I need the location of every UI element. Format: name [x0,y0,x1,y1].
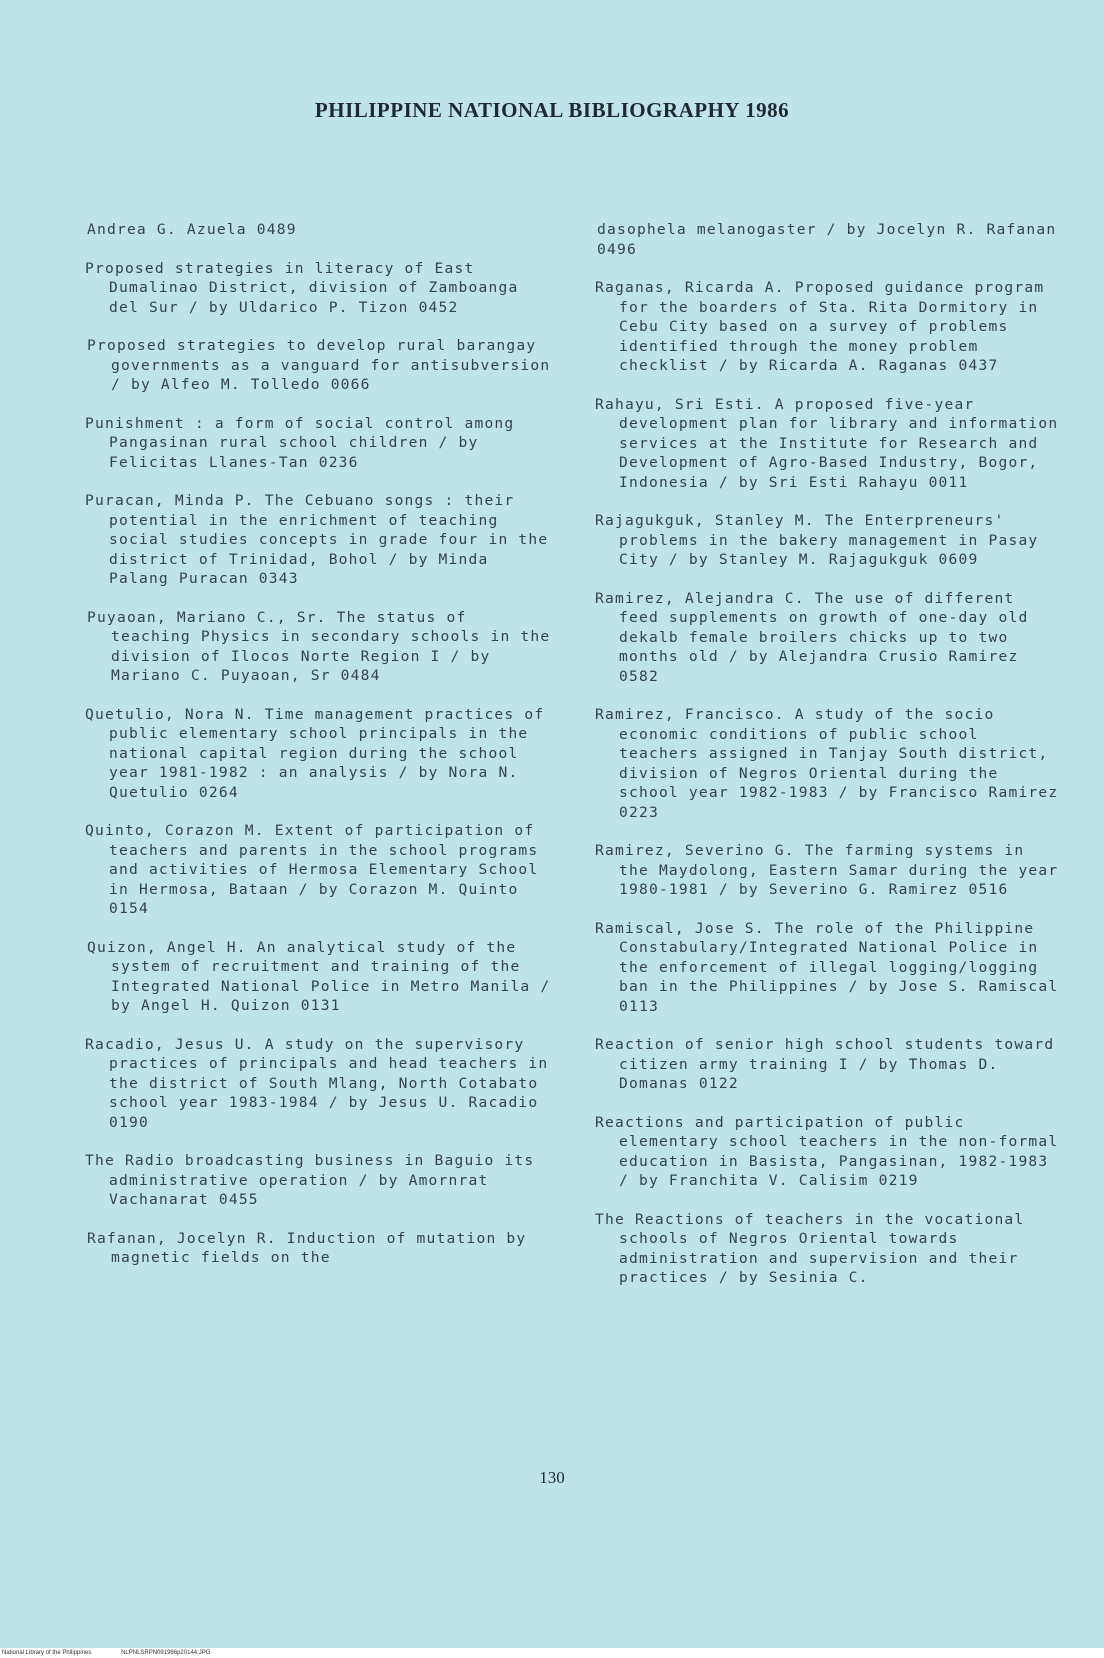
bibliography-entry: Andrea G. Azuela 0489 [87,221,297,238]
page-title: PHILIPPINE NATIONAL BIBLIOGRAPHY 1986 [314,98,790,122]
bibliography-entry: Quizon, Angel H. An analytical study of the system of recruitment and training of the Integrated National Police in Metro Manila / by Angel H. Quizon 0131 [87,938,551,1014]
bibliography-entry: Proposed strategies to develop rural barangay governments as a vanguard for antisubversion / by Alfeo M. Tolledo 0066 [87,337,551,393]
scan-footer [0,1648,1104,1658]
bibliography-entry: Reaction of senior high school students toward citizen army training I / by Thomas D. Domanas 0122 [595,1036,1055,1092]
right-column [595,220,1060,1307]
bibliography-entry: dasophela melanogaster / by Jocelyn R. Rafanan 0496 [597,221,1057,258]
bibliography-entry: Ramirez, Alejandra C. The use of different feed supplements on growth of one-day old dekalb female broilers chicks up to two months old / by Alejandra Crusio Ramirez 0582 [595,589,1029,685]
bibliography-entry: Raganas, Ricarda A. Proposed guidance program for the boarders of Sta. Rita Dormitory in Cebu City based on a survey of problems identified through the money problem checklist / by Ricarda A. Raganas 0437 [595,279,1045,374]
bibliography-entry: Rajagukguk, Stanley M. The Enterpreneurs' problems in the bakery management in Pasay City / by Stanley M. Rajagukguk 0609 [595,512,1039,568]
bibliography-entry: Ramiscal, Jose S. The role of the Philippine Constabulary/Integrated National Police in the enforcement of illegal logging/logging ban in the Philippines / by Jose S. Ramiscal 0113 [595,919,1059,1015]
bibliography-entry: Rahayu, Sri Esti. A proposed five-year development plan for library and information services at the Institute for Research and Development of Agro-Based Industry, Bogor, Indonesia / by Sri Esti Rahayu 0011 [595,395,1059,491]
left-column [85,220,555,1287]
bibliography-entry: The Radio broadcasting business in Baguio its administrative operation / by Amornrat Vachanarat 0455 [85,1152,535,1208]
bibliography-entry: Rafanan, Jocelyn R. Induction of mutation by magnetic fields on the [87,1229,527,1266]
bibliography-entry: Puyaoan, Mariano C., Sr. The status of teaching Physics in secondary schools in the division of Ilocos Norte Region I / by Mariano C. Puyaoan, Sr 0484 [87,608,551,684]
library-credit: National Library of the Philippines [2,1650,92,1656]
bibliography-entry: The Reactions of teachers in the vocational schools of Negros Oriental towards administration and supervision and their practices / by Sesinia C. [595,1210,1025,1286]
bibliography-entry: Racadio, Jesus U. A study on the supervisory practices of principals and head teachers in the district of South Mlang, North Cotabato school year 1983-1984 / by Jesus U. Racadio 0190 [85,1035,549,1131]
file-id: NLPNLSRPN091986p20144.JPG [121,1650,211,1656]
bibliography-entry: Ramirez, Francisco. A study of the socio economic conditions of public school teachers assigned in Tanjay South district, division of Negros Oriental during the school year 1982-1983 / by Francisco Ramirez 0223 [595,706,1059,821]
bibliography-entry: Proposed strategies in literacy of East Dumalinao District, division of Zamboanga del Sur / by Uldarico P. Tizon 0452 [85,259,519,316]
bibliography-entry: Quetulio, Nora N. Time management practices of public elementary school principals in the national capital region during the school year 1981-1982 : an analysis / by Nora N. Quetulio 0264 [85,705,545,801]
bibliography-entry: Reactions and participation of public elementary school teachers in the non-formal education in Basista, Pangasinan, 1982-1983 / by Franchita V. Calisim 0219 [595,1113,1059,1189]
bibliography-entry: Ramirez, Severino G. The farming systems in the Maydolong, Eastern Samar during the year 1980-1981 / by Severino G. Ramirez 0516 [595,842,1059,898]
bibliography-entry: Quinto, Corazon M. Extent of participation of teachers and parents in the school programs and activities of Hermosa Elementary School in Hermosa, Bataan / by Corazon M. Quinto 0154 [85,822,539,917]
page-number: 130 [539,1468,565,1487]
bibliography-entry: Punishment : a form of social control among Pangasinan rural school children / by Felicitas Llanes-Tan 0236 [85,414,515,471]
bibliography-entry: Puracan, Minda P. The Cebuano songs : their potential in the enrichment of teaching social studies concepts in grade four in the district of Trinidad, Bohol / by Minda Palang Puracan 0343 [85,492,549,587]
